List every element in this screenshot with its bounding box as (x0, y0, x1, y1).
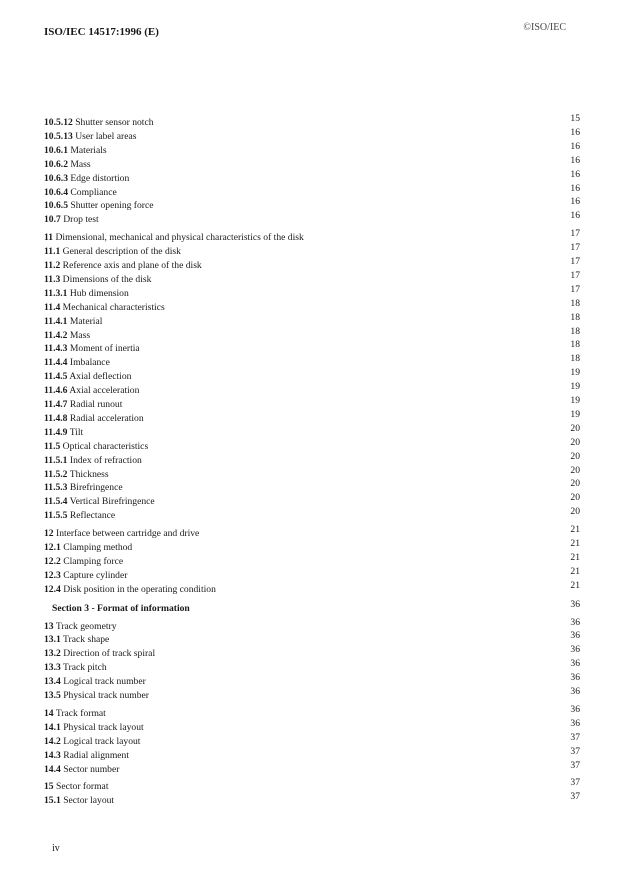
toc-entry-title: Sector layout (63, 795, 115, 807)
document-header-title: ISO/IEC 14517:1996 (E) (44, 26, 159, 38)
toc-entry-page: 20 (570, 478, 580, 490)
toc-entry (44, 367, 580, 383)
toc-entry-title: Tilt (69, 426, 84, 438)
toc-entry-number: 12.2 (44, 555, 61, 567)
toc-entry-title: Compliance (70, 186, 117, 198)
toc-entry-page: 16 (570, 210, 580, 222)
toc-entry (44, 450, 580, 467)
toc-entry-number: 10.7 (44, 214, 61, 226)
toc-entry-number: 11.1 (44, 246, 61, 258)
toc-entry-page: 21 (570, 538, 580, 549)
toc-entry-page: 37 (570, 791, 580, 803)
toc-entry-page: 17 (570, 256, 580, 267)
toc-entry (44, 422, 580, 439)
toc-entry (44, 551, 580, 568)
toc-entry (44, 492, 580, 508)
toc-entry-number: 12 (44, 528, 54, 540)
toc-entry-page: 17 (570, 242, 580, 254)
toc-entry (44, 297, 580, 314)
toc-entry (44, 703, 580, 720)
toc-entry-page: 18 (570, 325, 580, 337)
toc-entry (44, 395, 580, 411)
toc-entry-number: 11.5 (44, 440, 61, 452)
toc-entry (44, 644, 580, 660)
toc-entry-number: 12.3 (44, 569, 61, 581)
toc-entry (44, 210, 580, 226)
toc-entry-page: 20 (570, 464, 580, 476)
toc-entry-number: 14.3 (44, 749, 61, 761)
toc-entry-title: Shutter sensor notch (75, 117, 154, 128)
toc-entry-number: 11.2 (44, 260, 61, 271)
toc-entry (44, 381, 580, 397)
toc-entry-number: 11.5.5 (44, 510, 68, 522)
toc-entry-title: Sector format (56, 781, 109, 793)
toc-entry-page: 17 (570, 228, 580, 240)
toc-entry-title: Shutter opening force (70, 200, 154, 212)
toc-entry-page: 16 (570, 154, 580, 166)
toc-entry-page: 21 (570, 565, 580, 577)
toc-entry-title: Radial acceleration (69, 412, 144, 424)
toc-entry-title: Vertical Birefringence (69, 496, 155, 508)
toc-entry (44, 242, 580, 258)
toc-entry (44, 196, 580, 212)
toc-entry-page: 21 (570, 551, 580, 563)
toc-entry-page: 37 (570, 777, 580, 789)
toc-entry-title: Track geometry (55, 620, 117, 632)
toc-entry-number: 10.6.2 (44, 158, 68, 170)
toc-entry (44, 126, 580, 143)
toc-entry-number: 12.1 (44, 542, 61, 553)
toc-entry (44, 745, 580, 762)
toc-entry-number: 11.4.6 (44, 385, 68, 397)
toc-entry-title: Disk position in the operating condition (63, 583, 216, 595)
toc-entry-page: 37 (570, 745, 580, 757)
toc-entry-title: Reflectance (69, 510, 116, 522)
toc-entry-page: 36 (570, 717, 580, 729)
toc-entry (52, 598, 588, 615)
toc-entry-page: 17 (570, 269, 580, 281)
toc-entry (44, 325, 580, 342)
toc-entry-title: Track shape (63, 634, 110, 646)
toc-entry (44, 339, 580, 355)
toc-entry-page: 36 (570, 630, 580, 642)
toc-entry-title: Radial alignment (63, 749, 130, 761)
toc-entry-number: 11.5.3 (44, 482, 68, 494)
toc-entry-number: 11.4.7 (44, 399, 68, 410)
toc-entry-title: Capture cylinder (63, 569, 128, 581)
toc-entry-number: 10.6.4 (44, 186, 68, 198)
toc-entry (44, 672, 580, 688)
toc-entry-page: 36 (570, 703, 580, 715)
toc-entry (44, 464, 580, 481)
toc-entry-page: 21 (570, 579, 580, 591)
toc-entry-title: Track format (55, 707, 106, 719)
toc-entry-number: 11.5.1 (44, 454, 68, 466)
toc-entry-number: 11.4 (44, 301, 61, 313)
toc-entry (44, 538, 580, 554)
toc-entry (44, 630, 580, 646)
toc-entry-title: Direction of track spiral (63, 648, 156, 660)
toc-entry-number: 14 (44, 707, 54, 719)
toc-entry-page: 36 (570, 686, 580, 697)
toc-entry-title: Section 3 - Format of information (52, 602, 190, 614)
toc-entry-number: 11.4.2 (44, 329, 68, 341)
toc-entry-title: Birefringence (69, 482, 123, 494)
toc-entry-number: 11.3.1 (44, 287, 68, 299)
toc-entry-title: Dimensional, mechanical and physical characteristics of the disk (55, 232, 304, 244)
toc-entry-page: 19 (570, 381, 580, 393)
toc-entry-page: 36 (570, 598, 580, 610)
toc-entry (44, 269, 580, 286)
toc-entry-title: Sector number (63, 763, 120, 775)
toc-entry-title: Mass (70, 158, 91, 170)
toc-entry-title: Radial runout (69, 399, 123, 410)
toc-entry-page: 19 (570, 408, 580, 420)
toc-entry (44, 565, 580, 582)
toc-entry-page: 36 (570, 658, 580, 670)
toc-entry-number: 11.5.2 (44, 468, 68, 480)
toc-entry-number: 14.1 (44, 721, 61, 733)
toc-entry-title: Materials (70, 144, 107, 156)
toc-entry-number: 10.5.13 (44, 130, 73, 142)
toc-entry (44, 182, 580, 199)
toc-entry-page: 18 (570, 353, 580, 365)
toc-entry-page: 19 (570, 367, 580, 379)
toc-entry-number: 10.6.1 (44, 144, 68, 156)
toc-entry (44, 168, 580, 185)
toc-entry-page: 16 (570, 140, 580, 152)
toc-entry-title: Thickness (69, 468, 109, 480)
toc-entry (44, 436, 580, 453)
toc-entry (44, 791, 580, 807)
toc-entry-title: Clamping force (63, 555, 124, 567)
toc-entry (44, 616, 580, 633)
toc-entry-title: Logical track layout (63, 735, 141, 747)
toc-entry (44, 686, 580, 702)
toc-entry-page: 16 (570, 168, 580, 180)
toc-entry-number: 14.4 (44, 763, 61, 775)
toc-entry (44, 408, 580, 425)
toc-entry-number: 11.3 (44, 273, 61, 285)
toc-entry-title: Edge distortion (70, 172, 130, 184)
toc-entry-page: 21 (570, 524, 580, 536)
toc-entry-title: Moment of inertia (69, 343, 140, 355)
toc-entry-page: 37 (570, 759, 580, 771)
toc-entry-title: User label areas (75, 130, 137, 142)
toc-entry-title: Physical track layout (63, 721, 144, 733)
toc-entry-number: 11.4.4 (44, 357, 68, 369)
page-number-footer: iv (52, 843, 60, 854)
toc-entry-title: Axial acceleration (69, 385, 140, 397)
toc-entry (44, 506, 580, 522)
toc-entry (44, 717, 580, 734)
toc-entry-page: 18 (570, 297, 580, 309)
toc-entry-number: 13.5 (44, 690, 61, 701)
toc-entry-number: 11.5.4 (44, 496, 68, 508)
toc-entry-number: 10.6.3 (44, 172, 68, 184)
toc-entry-number: 10.5.12 (44, 117, 73, 128)
toc-entry-page: 16 (570, 182, 580, 194)
toc-entry-number: 11.4.5 (44, 371, 68, 383)
toc-entry (44, 140, 580, 157)
toc-entry-number: 11.4.8 (44, 412, 68, 424)
toc-entry-page: 36 (570, 672, 580, 684)
toc-entry-title: Logical track number (63, 676, 146, 688)
toc-entry-page: 36 (570, 644, 580, 656)
toc-entry (44, 731, 580, 748)
toc-entry (44, 524, 580, 540)
toc-entry-page: 20 (570, 436, 580, 448)
toc-entry-title: Clamping method (63, 542, 133, 553)
toc-entry (44, 228, 580, 244)
toc-entry (44, 154, 580, 171)
toc-entry-page: 17 (570, 283, 580, 295)
toc-entry-title: Drop test (63, 214, 99, 226)
toc-entry-title: Reference axis and plane of the disk (62, 260, 202, 271)
toc-entry-number: 10.6.5 (44, 200, 68, 212)
toc-entry-title: Imbalance (69, 357, 110, 369)
toc-entry (44, 283, 580, 300)
toc-entry (44, 353, 580, 369)
toc-entry-number: 13.3 (44, 662, 61, 674)
toc-entry-title: Axial deflection (69, 371, 132, 383)
toc-entry-number: 13.4 (44, 676, 61, 688)
toc-entry (44, 777, 580, 793)
toc-entry-title: Material (69, 315, 103, 327)
copyright-header: ©ISO/IEC (523, 22, 566, 33)
toc-entry-title: Mechanical characteristics (62, 301, 165, 313)
toc-entry (44, 759, 580, 776)
toc-entry-title: Physical track number (63, 690, 149, 701)
toc-entry (44, 311, 580, 328)
toc-entry-title: Hub dimension (69, 287, 129, 299)
toc-entry-number: 15.1 (44, 795, 61, 807)
toc-entry (44, 113, 580, 129)
toc-entry-number: 13.1 (44, 634, 61, 646)
toc-entry-title: Interface between cartridge and drive (56, 528, 200, 540)
toc-entry-page: 15 (570, 113, 580, 124)
toc-entry-number: 13.2 (44, 648, 61, 660)
toc-entry-page: 19 (570, 395, 580, 406)
toc-entry-number: 13 (44, 620, 54, 632)
toc-entry-title: Index of refraction (69, 454, 142, 466)
toc-entry-page: 20 (570, 492, 580, 504)
toc-entry-page: 18 (570, 311, 580, 323)
toc-entry (44, 256, 580, 272)
toc-entry (44, 478, 580, 494)
toc-entry-page: 18 (570, 339, 580, 351)
toc-entry-page: 36 (570, 616, 580, 628)
toc-entry-number: 14.2 (44, 735, 61, 747)
toc-entry-title: Mass (69, 329, 91, 341)
toc-entry-page: 16 (570, 196, 580, 208)
toc-entry-number: 11.4.1 (44, 315, 68, 327)
toc-entry-number: 12.4 (44, 583, 61, 595)
toc-entry-title: Track pitch (63, 662, 107, 674)
toc-entry-page: 37 (570, 731, 580, 743)
toc-entry-title: Optical characteristics (62, 440, 149, 452)
toc-entry-title: Dimensions of the disk (62, 273, 152, 285)
toc-entry-title: General description of the disk (62, 246, 181, 258)
toc-entry (44, 579, 580, 596)
toc-entry-page: 20 (570, 506, 580, 518)
toc-entry (44, 658, 580, 674)
toc-entry-number: 15 (44, 781, 54, 793)
toc-entry-page: 20 (570, 422, 580, 434)
toc-entry-number: 11.4.9 (44, 426, 68, 438)
toc-entry-page: 16 (570, 126, 580, 138)
toc-entry-number: 11.4.3 (44, 343, 68, 355)
toc-entry-number: 11 (44, 232, 54, 244)
toc-entry-page: 20 (570, 450, 580, 462)
